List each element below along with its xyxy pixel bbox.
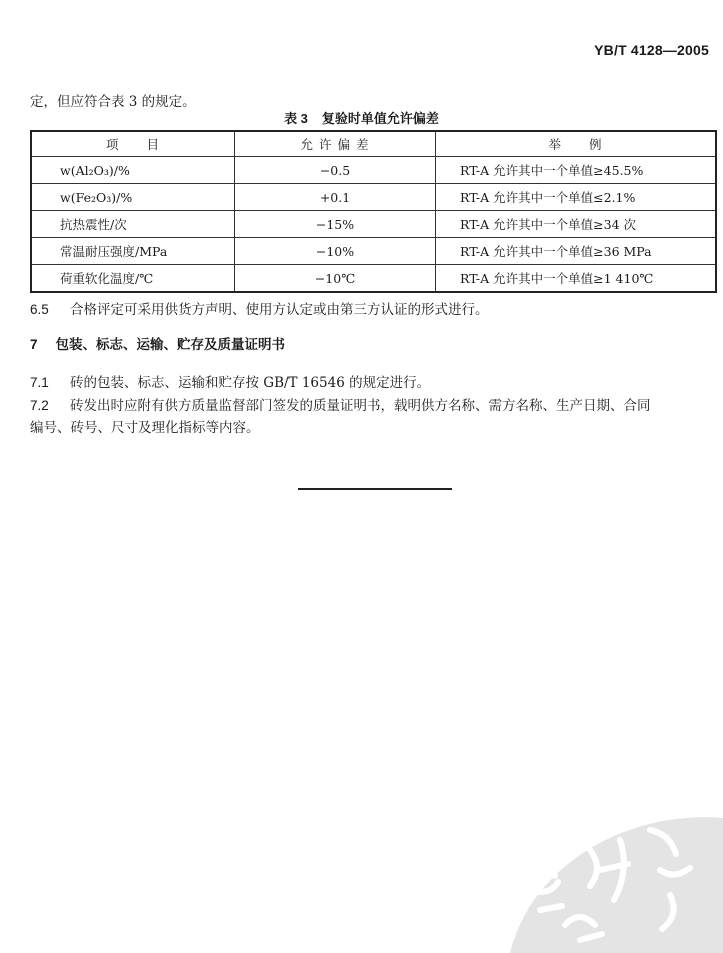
table-row	[31, 238, 716, 265]
clause-number: 7.2	[30, 398, 49, 413]
standard-number: YB/T 4128—2005	[594, 42, 709, 58]
row-example: RT-A 允许其中一个单值≥45.5%	[436, 157, 717, 184]
clause-text: 砖发出时应附有供方质量监督部门签发的质量证明书，载明供方名称、需方名称、生产日期、合同	[70, 398, 651, 414]
table-row	[31, 157, 716, 184]
watermark-seal	[470, 800, 723, 953]
row-deviation: −0.5	[235, 157, 436, 184]
row-item: 抗热震性/次	[31, 211, 235, 238]
column-header-deviation: 允 许 偏 差	[235, 131, 436, 157]
clause-6-5	[30, 298, 489, 318]
row-item: w(Fe₂O₃)/%	[31, 184, 235, 211]
table-caption-number: 表 3	[284, 111, 308, 126]
clause-number: 7.1	[30, 375, 49, 390]
clause-text: 合格评定可采用供货方声明、使用方认定或由第三方认证的形式进行。	[70, 302, 489, 318]
column-header-example: 举 例	[436, 131, 717, 157]
column-header-item: 项 目	[31, 131, 235, 157]
clause-text: 砖的包装、标志、运输和贮存按 GB/T 16546 的规定进行。	[70, 375, 431, 391]
row-deviation: +0.1	[235, 184, 436, 211]
table-caption	[0, 108, 723, 127]
row-item: w(Al₂O₃)/%	[31, 157, 235, 184]
row-example: RT-A 允许其中一个单值≥34 次	[436, 211, 717, 238]
section-7-heading	[30, 333, 285, 353]
row-deviation: −10℃	[235, 265, 436, 293]
row-deviation: −10%	[235, 238, 436, 265]
deviation-table	[30, 130, 717, 293]
row-example: RT-A 允许其中一个单值≥36 MPa	[436, 238, 717, 265]
row-example: RT-A 允许其中一个单值≥1 410℃	[436, 265, 717, 293]
section-number: 7	[30, 337, 38, 352]
clause-7-2-continued: 编号、砖号、尺寸及理化指标等内容。	[30, 420, 260, 436]
row-item: 常温耐压强度/MPa	[31, 238, 235, 265]
clause-7-2	[30, 394, 651, 414]
table-row	[31, 211, 716, 238]
row-example: RT-A 允许其中一个单值≤2.1%	[436, 184, 717, 211]
end-rule	[298, 488, 452, 490]
row-deviation: −15%	[235, 211, 436, 238]
clause-7-1	[30, 371, 430, 391]
table-header-row	[31, 131, 716, 157]
clause-number: 6.5	[30, 302, 49, 317]
section-title: 包装、标志、运输、贮存及质量证明书	[55, 337, 286, 352]
row-item: 荷重软化温度/℃	[31, 265, 235, 293]
table-caption-title: 复验时单值允许偏差	[321, 111, 439, 126]
continuation-text: 定，但应符合表 3 的规定。	[30, 94, 196, 110]
table-row	[31, 265, 716, 293]
table-row	[31, 184, 716, 211]
